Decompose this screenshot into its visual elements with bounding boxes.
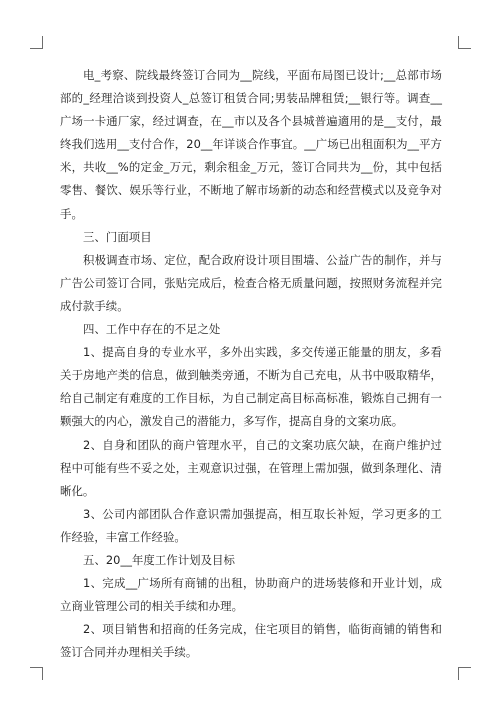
paragraph-plan-1: 1、完成__广场所有商铺的出租，协助商户的进场装修和开业计划，成立商业管理公司的相关手续和办理。	[60, 576, 442, 614]
crop-mark-top-left	[30, 36, 43, 49]
crop-mark-bottom-right	[458, 667, 471, 680]
paragraph-storefront-project: 积极调查市场、定位，配合政府设计项目围墙、公益广告的制作，并与广告公司签订合同，张贴完成后，检查合格无质量问题，按照财务流程并完成付款手续。	[60, 252, 442, 313]
paragraph-shortcoming-3: 3、公司内部团队合作意识需加强提高，相互取长补短，学习更多的工作经验，丰富工作经验。	[60, 506, 442, 544]
paragraph-plan-2: 2、项目销售和招商的任务完成，住宅项目的销售，临街商铺的销售和签订合同并办理相关手续。	[60, 622, 442, 660]
paragraph-shortcoming-2: 2、自身和团队的商户管理水平，自己的文案功底欠缺，在商户维护过程中可能有些不妥之处，主观意识过强，在管理上需加强，做到条理化、清晰化。	[60, 437, 442, 498]
document-body	[60, 64, 442, 664]
paragraph-investment-progress: 电_考察、院线最终签订合同为__院线，平面布局图已设计;__总部市场部的_经理洽谈到投资人_总签订租赁合同;男装品牌租赁;__银行等。调查__广场一卡通厂家，经过调查，在__市以及各个县城普遍適用的是__支付，最终我们选用__支付合作，20__年详谈合作事宜。__广场已出租面积为__平方米，共收__%的定金_万元，剩余租金_万元，签订合同共为__份，其中包括零售、餐饮、娱乐等行业，不断地了解市场新的动态和经营模式以及竞争对手。	[60, 68, 442, 221]
paragraph-shortcoming-1: 1、提高自身的专业水平，多外出实践，多交传递正能量的朋友，多看关于房地产类的信息，做到触类旁通，不断为自己充电，从书中吸取精华，给自己制定有难度的工作目标，为自己制定高目标高标准，锻炼自己拥有一颗强大的内心，激发自己的潜能力，多写作，提高自身的文案功底。	[60, 345, 442, 429]
crop-mark-bottom-left	[30, 667, 43, 680]
crop-mark-top-right	[458, 36, 471, 49]
section-heading-storefront: 三、门面项目	[83, 229, 152, 244]
section-heading-shortcomings: 四、工作中存在的不足之处	[83, 322, 221, 337]
section-heading-plan: 五、20__年度工作计划及目标	[83, 552, 235, 567]
